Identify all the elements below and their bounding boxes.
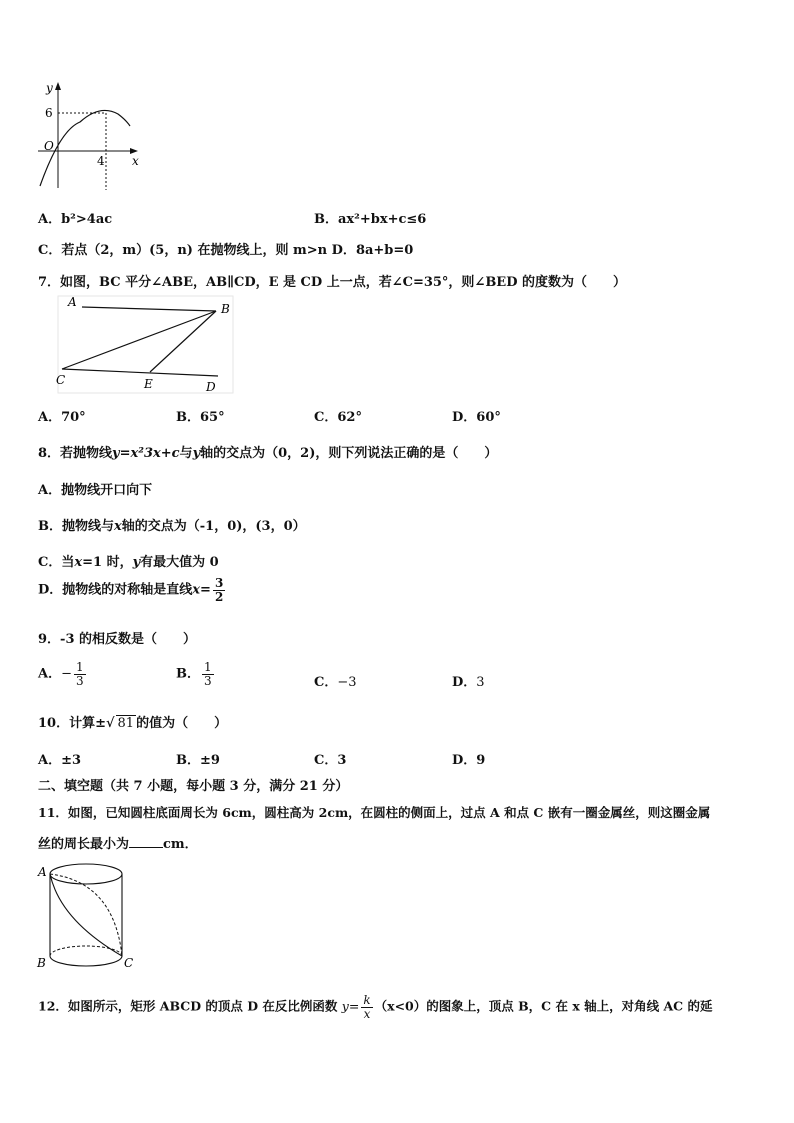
q7-option-c: C．62° — [314, 410, 362, 425]
q12-line: 12．如图所示，矩形 ABCD 的顶点 D 在反比例函数 y= $\frac{k}{x}$ （x<0）的图象上，顶点 B，C 在 x 轴上，对角线 AC 的延 — [38, 993, 713, 1021]
q8-option-c: C．当x=1 时，y有最大值为 0 — [38, 555, 219, 570]
q7-option-a: A．70° — [38, 410, 86, 425]
q9-option-b: B． $\frac{1}{3}$ — [176, 660, 212, 688]
origin-label: O — [44, 139, 54, 153]
q6-option-b: B．ax²+bx+c≤6 — [314, 212, 427, 227]
label-d: D — [206, 380, 216, 394]
wire-back — [50, 874, 122, 956]
parabola-figure — [30, 80, 150, 192]
cylinder-figure — [34, 860, 144, 978]
q9-fraction-b: $\frac{1}{3}$ — [204, 660, 212, 688]
y-tick-label: 6 — [45, 106, 53, 120]
cylinder-bottom-front — [50, 956, 122, 966]
q9-option-a: A．− $\frac{1}{3}$ — [38, 660, 84, 688]
q7-option-b: B．65° — [176, 410, 225, 425]
sqrt-symbol: √ — [105, 716, 115, 731]
x-tick-label: 4 — [97, 154, 105, 168]
q11-line-1: 11．如图，已知圆柱底面周长为 6cm，圆柱高为 2cm，在圆柱的侧面上，过点 A 和点 C 嵌有一圈金属丝，则这圈金属 — [38, 805, 711, 820]
x-axis-label: x — [132, 154, 139, 168]
label-a: A — [38, 865, 47, 879]
label-b: B — [221, 302, 230, 316]
q6-option-c-d: C．若点（2，m）(5，n) 在抛物线上，则 m>n D．8a+b=0 — [38, 243, 414, 258]
section-heading: 二、填空题（共 7 小题，每小题 3 分，满分 21 分） — [38, 779, 349, 794]
q8-stem: 8．若抛物线y=x²3x+c与y轴的交点为（0，2)，则下列说法正确的是（ ） — [38, 446, 498, 461]
y-axis-label: y — [46, 81, 53, 95]
segment-cd — [62, 369, 218, 376]
segment-bc — [62, 311, 216, 369]
label-b: B — [37, 956, 46, 970]
cylinder-bottom-back — [50, 946, 122, 956]
label-a: A — [68, 295, 77, 309]
cylinder-top — [50, 864, 122, 884]
q8-option-a: A．抛物线开口向下 — [38, 483, 153, 498]
q12-fraction: $\frac{k}{x}$ — [363, 993, 371, 1021]
y-axis-arrow — [55, 82, 61, 90]
q9-option-c: C．−3 — [314, 675, 357, 690]
q9-fraction-a: $\frac{1}{3}$ — [76, 660, 84, 688]
q8-option-d: D．抛物线的对称轴是直线x= $\frac{3}{2}$ — [38, 576, 224, 604]
q7-stem: 7．如图，BC 平分∠ABE，AB∥CD，E 是 CD 上一点，若∠C=35°，则∠BED 的度数为（ ） — [38, 275, 627, 290]
answer-blank[interactable] — [129, 835, 163, 848]
radicand: 81 — [117, 716, 135, 731]
q10-option-c: C．3 — [314, 753, 347, 768]
q10-option-a: A．±3 — [38, 753, 82, 768]
q9-option-d: D．3 — [452, 675, 485, 690]
q7-option-d: D．60° — [452, 410, 501, 425]
q10-stem: 10．计算±√ 81 的值为（ ） — [38, 716, 228, 731]
q7-figure — [50, 292, 240, 397]
label-c: C — [124, 956, 134, 970]
q10-option-b: B．±9 — [176, 753, 220, 768]
q8-fraction: $\frac{3}{2}$ — [214, 576, 224, 604]
q6-option-a: A．b²>4ac — [38, 212, 113, 227]
q11-line-2: 丝的周长最小为 cm． — [38, 837, 198, 852]
label-c: C — [56, 373, 66, 387]
label-e: E — [144, 377, 153, 391]
q9-stem: 9．-3 的相反数是（ ） — [38, 632, 197, 647]
segment-ab — [82, 307, 216, 311]
q10-option-d: D．9 — [452, 753, 486, 768]
segment-be — [150, 311, 216, 372]
q8-option-b: B．抛物线与x轴的交点为（-1，0)，(3，0） — [38, 519, 306, 534]
